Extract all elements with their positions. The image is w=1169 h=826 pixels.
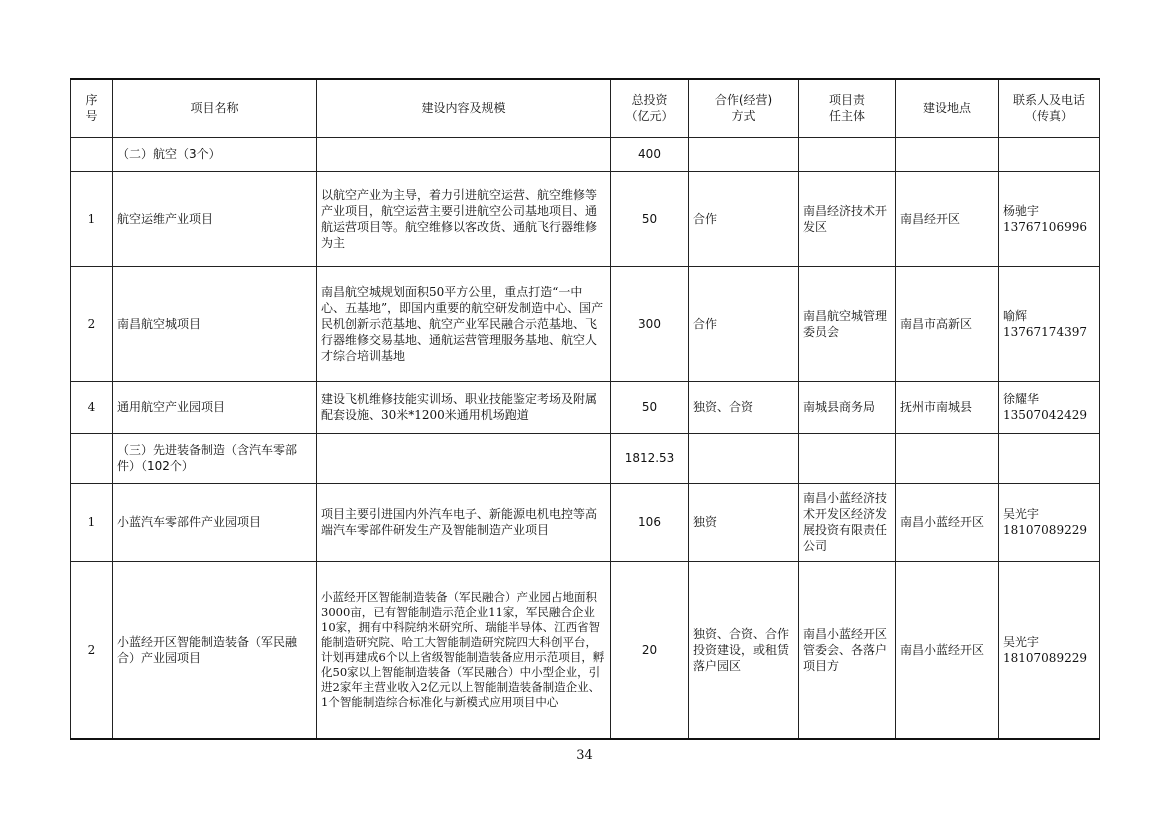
row-invest: 20 <box>611 561 689 739</box>
section-content <box>317 433 611 483</box>
row-location: 抚州市南城县 <box>896 381 999 433</box>
row-mode: 独资、合资 <box>689 381 799 433</box>
row-contact: 吴光宇 18107089229 <box>999 561 1100 739</box>
section-total: 1812.53 <box>611 433 689 483</box>
section-title: （三）先进装备制造（含汽车零部件）（102个） <box>113 433 317 483</box>
row-seq: 2 <box>71 266 113 381</box>
section-seq <box>71 433 113 483</box>
row-subject: 南昌经济技术开发区 <box>799 171 896 266</box>
section-empty <box>999 137 1100 171</box>
section-empty <box>689 433 799 483</box>
row-seq: 1 <box>71 171 113 266</box>
header-contact: 联系人及电话 （传真） <box>999 79 1100 137</box>
header-invest: 总投资 （亿元） <box>611 79 689 137</box>
row-mode: 合作 <box>689 171 799 266</box>
row-content: 项目主要引进国内外汽车电子、新能源电机电控等高端汽车零部件研发生产及智能制造产业项目 <box>317 483 611 561</box>
row-name: 南昌航空城项目 <box>113 266 317 381</box>
table-row <box>71 483 1100 561</box>
section-empty <box>799 137 896 171</box>
row-invest: 300 <box>611 266 689 381</box>
row-seq: 1 <box>71 483 113 561</box>
row-invest: 50 <box>611 171 689 266</box>
section-empty <box>896 433 999 483</box>
row-content: 以航空产业为主导，着力引进航空运营、航空维修等产业项目，航空运营主要引进航空公司基地项目、通航运营项目等。航空维修以客改货、通航飞行器维修为主 <box>317 171 611 266</box>
header-content: 建设内容及规模 <box>317 79 611 137</box>
header-name: 项目名称 <box>113 79 317 137</box>
row-subject: 南昌小蓝经开区管委会、各落户项目方 <box>799 561 896 739</box>
row-seq: 4 <box>71 381 113 433</box>
table-row <box>71 171 1100 266</box>
row-name: 通用航空产业园项目 <box>113 381 317 433</box>
row-name: 小蓝汽车零部件产业园项目 <box>113 483 317 561</box>
row-content: 小蓝经开区智能制造装备（军民融合）产业园占地面积3000亩，已有智能制造示范企业11家，军民融合企业10家，拥有中科院纳米研究所、瑞能半导体、江西省智能制造研究院、哈工大智能制造研究院四大科创平台，计划再建成6个以上省级智能制造装备应用示范项目，孵化50家以上智能制造装备（军民融合）中小型企业，引进2家年主营业收入2亿元以上智能制造装备制造企业、1个智能制造综合标准化与新模式应用项目中心 <box>317 561 611 739</box>
header-seq: 序 号 <box>71 79 113 137</box>
row-subject: 南昌航空城管理委员会 <box>799 266 896 381</box>
row-name: 小蓝经开区智能制造装备（军民融合）产业园项目 <box>113 561 317 739</box>
row-content: 南昌航空城规划面积50平方公里，重点打造“一中心、五基地”，即国内重要的航空研发制造中心、国产民机创新示范基地、航空产业军民融合示范基地、飞行器维修交易基地、通航运营管理服务基地、航空人才综合培训基地 <box>317 266 611 381</box>
row-mode: 合作 <box>689 266 799 381</box>
row-contact: 吴光宇 18107089229 <box>999 483 1100 561</box>
header-location: 建设地点 <box>896 79 999 137</box>
table-row <box>71 561 1100 739</box>
section-seq <box>71 137 113 171</box>
row-mode: 独资、合资、合作投资建设，或租赁落户园区 <box>689 561 799 739</box>
page-number: 34 <box>576 748 593 763</box>
row-content: 建设飞机维修技能实训场、职业技能鉴定考场及附属配套设施、30米*1200米通用机场跑道 <box>317 381 611 433</box>
row-mode: 独资 <box>689 483 799 561</box>
table-row <box>71 381 1100 433</box>
header-mode: 合作(经营) 方式 <box>689 79 799 137</box>
section-empty <box>999 433 1100 483</box>
row-contact: 喻辉 13767174397 <box>999 266 1100 381</box>
header-row <box>71 79 1100 137</box>
section-row <box>71 137 1100 171</box>
row-invest: 106 <box>611 483 689 561</box>
project-table <box>70 78 1100 740</box>
section-row <box>71 433 1100 483</box>
section-content <box>317 137 611 171</box>
section-empty <box>896 137 999 171</box>
row-location: 南昌市高新区 <box>896 266 999 381</box>
row-location: 南昌小蓝经开区 <box>896 483 999 561</box>
section-empty <box>689 137 799 171</box>
row-location: 南昌小蓝经开区 <box>896 561 999 739</box>
row-location: 南昌经开区 <box>896 171 999 266</box>
section-total: 400 <box>611 137 689 171</box>
section-title: （二）航空（3个） <box>113 137 317 171</box>
table-row <box>71 266 1100 381</box>
header-subject: 项目责 任主体 <box>799 79 896 137</box>
row-name: 航空运维产业项目 <box>113 171 317 266</box>
row-subject: 南昌小蓝经济技术开发区经济发展投资有限责任公司 <box>799 483 896 561</box>
row-subject: 南城县商务局 <box>799 381 896 433</box>
row-seq: 2 <box>71 561 113 739</box>
row-contact: 徐耀华 13507042429 <box>999 381 1100 433</box>
row-invest: 50 <box>611 381 689 433</box>
section-empty <box>799 433 896 483</box>
row-contact: 杨驰宇 13767106996 <box>999 171 1100 266</box>
